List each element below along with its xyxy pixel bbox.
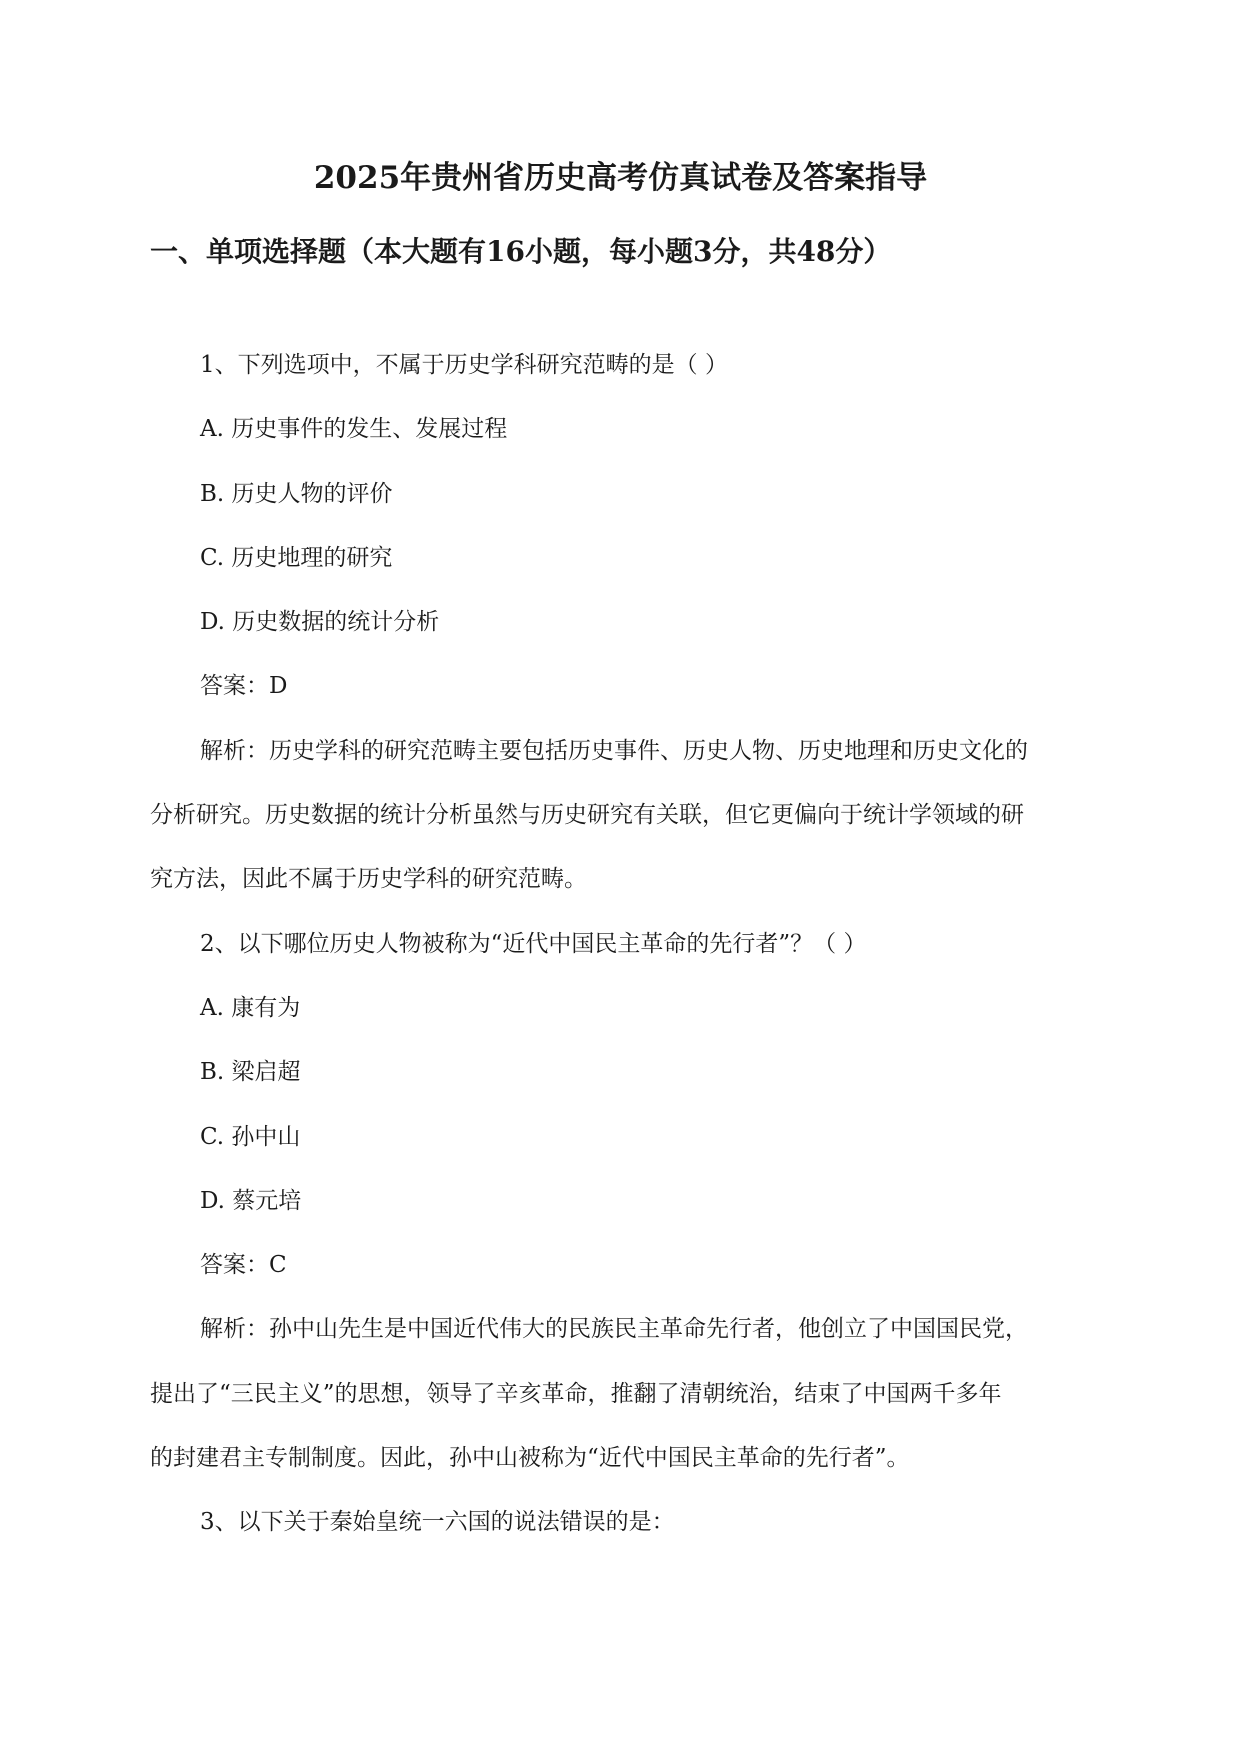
- question-1-option-c: C. 历史地理的研究: [200, 545, 393, 571]
- question-2-analysis-line-2: 提出了“三民主义”的思想，领导了辛亥革命，推翻了清朝统治，结束了中国两千多年: [150, 1381, 1002, 1407]
- question-1-stem: 1、下列选项中，不属于历史学科研究范畴的是（ ）: [200, 352, 728, 378]
- question-1-analysis-line-2: 分析研究。历史数据的统计分析虽然与历史研究有关联，但它更偏向于统计学领域的研: [150, 802, 1024, 828]
- question-3-stem: 3、以下关于秦始皇统一六国的说法错误的是：: [200, 1509, 675, 1535]
- question-2-option-b: B. 梁启超: [200, 1059, 301, 1085]
- question-1-analysis-line-1: 解析：历史学科的研究范畴主要包括历史事件、历史人物、历史地理和历史文化的: [200, 738, 1028, 764]
- section-heading: 一、单项选择题（本大题有16小题，每小题3分，共48分）: [150, 235, 892, 268]
- question-2-option-a: A. 康有为: [200, 995, 301, 1021]
- question-2-option-c: C. 孙中山: [200, 1124, 301, 1150]
- question-1-answer: 答案：D: [200, 673, 288, 699]
- question-2-stem: 2、以下哪位历史人物被称为“近代中国民主革命的先行者”？（ ）: [200, 931, 867, 957]
- question-2-analysis-line-3: 的封建君主专制制度。因此，孙中山被称为“近代中国民主革命的先行者”。: [150, 1445, 910, 1471]
- question-1-option-b: B. 历史人物的评价: [200, 481, 393, 507]
- question-1-analysis-line-3: 究方法，因此不属于历史学科的研究范畴。: [150, 866, 587, 892]
- question-1-option-d: D. 历史数据的统计分析: [200, 609, 440, 635]
- question-2-answer: 答案：C: [200, 1252, 287, 1278]
- question-2-analysis-line-1: 解析：孙中山先生是中国近代伟大的民族民主革命先行者，他创立了中国国民党，: [200, 1316, 1028, 1342]
- question-2-option-d: D. 蔡元培: [200, 1188, 302, 1214]
- page-title: 2025年贵州省历史高考仿真试卷及答案指导: [313, 160, 928, 196]
- question-1-option-a: A. 历史事件的发生、发展过程: [200, 416, 508, 442]
